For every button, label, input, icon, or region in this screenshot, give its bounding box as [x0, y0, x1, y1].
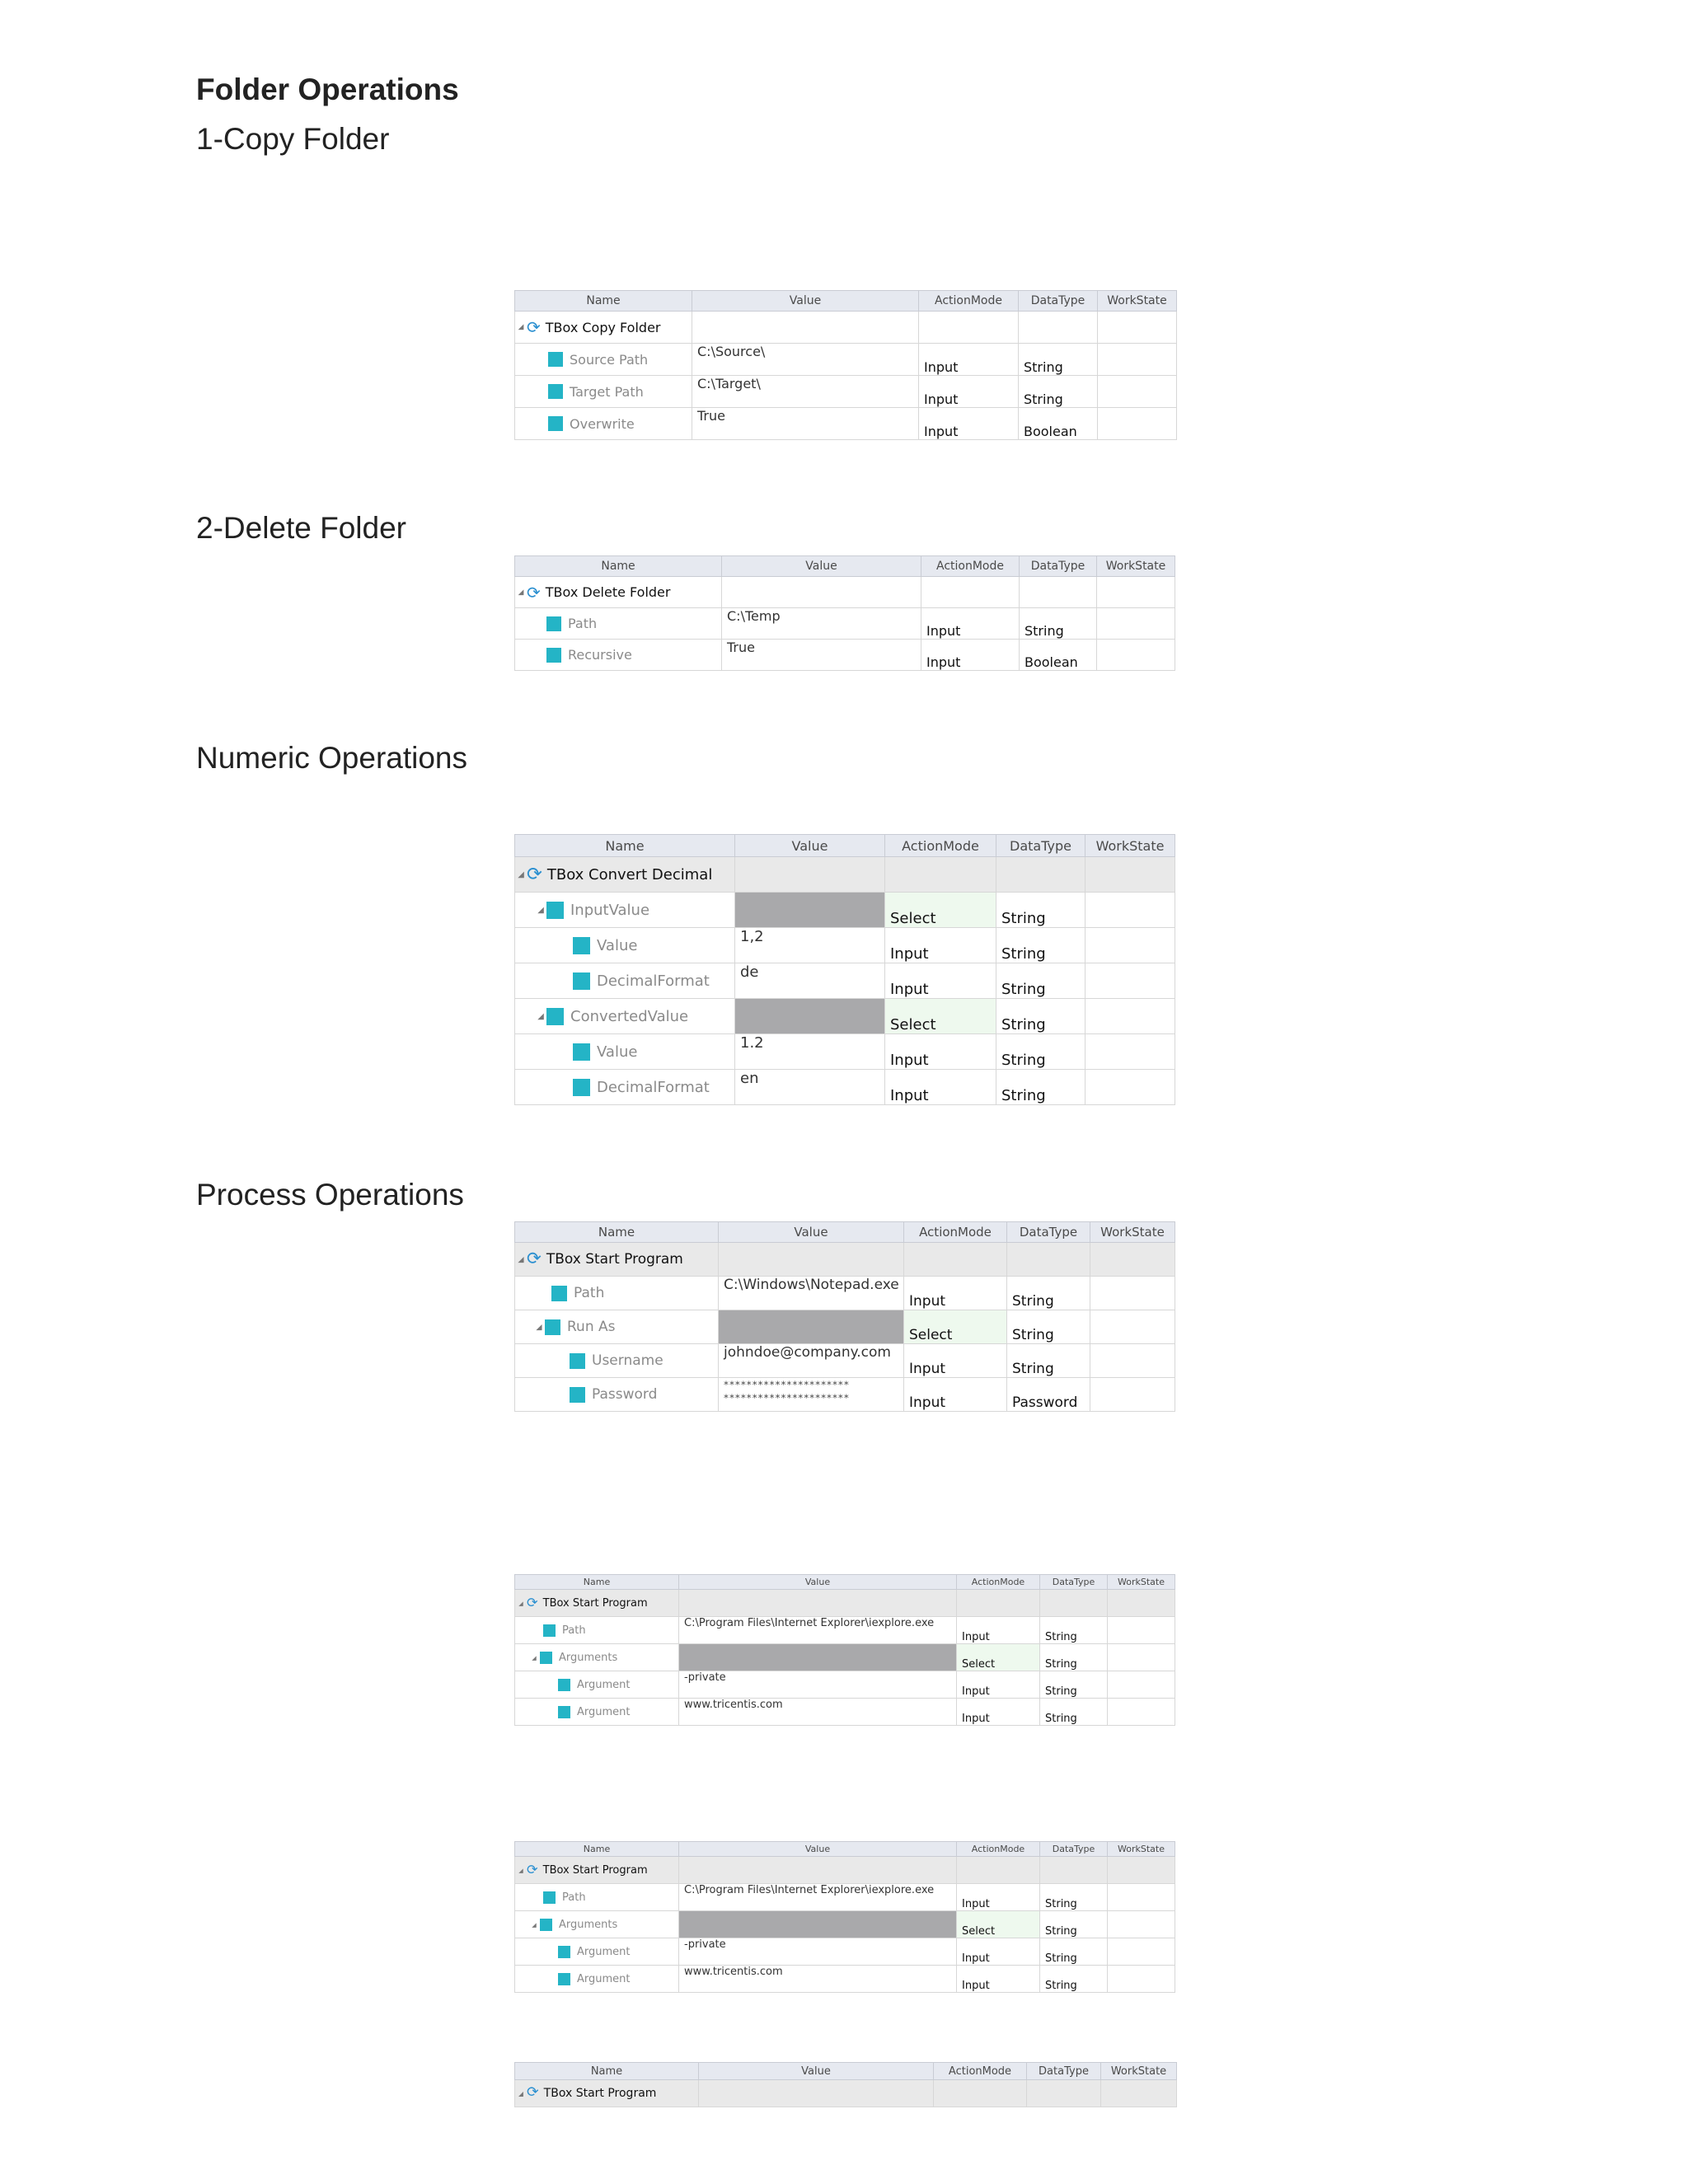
- table-row[interactable]: [515, 1938, 1175, 1966]
- table-row[interactable]: [515, 1966, 1175, 1993]
- attribute-name: ConvertedValue: [570, 1007, 689, 1025]
- workstate-cell[interactable]: [1085, 893, 1175, 928]
- datatype-cell[interactable]: String: [1040, 1617, 1108, 1644]
- value-cell[interactable]: C:\Windows\Notepad.exe: [719, 1277, 904, 1310]
- attribute-name: Path: [562, 1891, 586, 1904]
- collapse-triangle-icon[interactable]: ◢: [518, 1866, 523, 1874]
- table-row[interactable]: [515, 1644, 1175, 1671]
- workstate-cell[interactable]: [1097, 608, 1175, 640]
- attribute-name: Argument: [577, 1678, 631, 1691]
- datatype-cell[interactable]: Boolean: [1019, 408, 1098, 440]
- password-mask-line: **********************: [724, 1392, 850, 1404]
- module-name: TBox Start Program: [546, 1251, 683, 1268]
- column-header-value[interactable]: Value: [719, 1222, 904, 1243]
- actionmode-cell[interactable]: Input: [919, 408, 1019, 440]
- actionmode-cell[interactable]: Input: [885, 928, 996, 963]
- datatype-cell[interactable]: String: [996, 1034, 1085, 1070]
- attribute-name: Path: [562, 1624, 586, 1637]
- module-name: TBox Convert Decimal: [546, 865, 713, 883]
- datatype-cell[interactable]: String: [1040, 1644, 1108, 1671]
- workstate-cell[interactable]: [1090, 1277, 1175, 1310]
- refresh-icon: ⟳: [527, 317, 541, 337]
- attribute-name: Source Path: [570, 351, 649, 368]
- table-row[interactable]: [515, 928, 1175, 963]
- table-row[interactable]: [515, 1070, 1175, 1105]
- table-row[interactable]: [515, 1277, 1175, 1310]
- table-row[interactable]: [515, 1857, 1175, 1884]
- attribute-name: Arguments: [559, 1651, 618, 1664]
- column-header-name[interactable]: Name: [515, 835, 735, 857]
- workstate-cell[interactable]: [1108, 1966, 1175, 1993]
- actionmode-cell[interactable]: Input: [957, 1671, 1040, 1699]
- collapse-triangle-icon[interactable]: ◢: [518, 588, 524, 597]
- attribute-square-icon: [540, 1919, 552, 1931]
- value-cell[interactable]: C:\Source\: [692, 344, 919, 376]
- datatype-cell[interactable]: String: [1019, 344, 1098, 376]
- table-row[interactable]: [515, 577, 1175, 608]
- value-cell[interactable]: -private: [679, 1938, 957, 1966]
- value-cell[interactable]: 1.2: [735, 1034, 885, 1070]
- table-row[interactable]: [515, 1911, 1175, 1938]
- value-cell[interactable]: www.tricentis.com: [679, 1966, 957, 1993]
- column-header-actionmode[interactable]: ActionMode: [885, 835, 996, 857]
- datatype-cell[interactable]: String: [1040, 1671, 1108, 1699]
- section-title-numeric-operations: Numeric Operations: [196, 741, 468, 775]
- attribute-name: Argument: [577, 1972, 631, 1985]
- attribute-square-icon: [543, 1624, 556, 1637]
- attribute-square-icon: [558, 1946, 570, 1958]
- datatype-cell[interactable]: String: [1007, 1344, 1090, 1378]
- attribute-name: InputValue: [570, 901, 650, 919]
- workstate-cell[interactable]: [1108, 1644, 1175, 1671]
- workstate-cell[interactable]: [1097, 640, 1175, 671]
- actionmode-cell[interactable]: Input: [957, 1966, 1040, 1993]
- collapse-triangle-icon[interactable]: ◢: [532, 1653, 537, 1661]
- actionmode-cell[interactable]: Select: [885, 999, 996, 1034]
- section-title-process-operations: Process Operations: [196, 1178, 464, 1212]
- workstate-cell[interactable]: [1108, 1671, 1175, 1699]
- value-cell[interactable]: C:\Temp: [722, 608, 921, 640]
- table-row[interactable]: [515, 893, 1175, 928]
- workstate-cell[interactable]: [1108, 1884, 1175, 1911]
- actionmode-cell[interactable]: Select: [957, 1911, 1040, 1938]
- attribute-name: DecimalFormat: [597, 972, 710, 990]
- column-header-name[interactable]: Name: [515, 1575, 679, 1590]
- collapse-triangle-icon[interactable]: ◢: [518, 323, 524, 331]
- copy-folder-table: [514, 290, 1176, 440]
- datatype-cell[interactable]: String: [996, 1070, 1085, 1105]
- table-header-row: [515, 1222, 1175, 1243]
- table-header-row: [515, 556, 1175, 577]
- datatype-cell[interactable]: String: [996, 999, 1085, 1034]
- table-row[interactable]: [515, 857, 1175, 893]
- attribute-name: Arguments: [559, 1918, 618, 1931]
- value-cell[interactable]: en: [735, 1070, 885, 1105]
- datatype-cell[interactable]: String: [1040, 1911, 1108, 1938]
- attribute-name: Target Path: [570, 383, 644, 400]
- table-row[interactable]: [515, 999, 1175, 1034]
- column-header-datatype[interactable]: DataType: [1040, 1575, 1108, 1590]
- workstate-cell[interactable]: [1090, 1378, 1175, 1412]
- column-header-workstate[interactable]: WorkState: [1108, 1842, 1175, 1857]
- value-cell[interactable]: C:\Program Files\Internet Explorer\iexplore.exe: [679, 1884, 957, 1911]
- convert-decimal-table: [514, 834, 1175, 1105]
- attribute-name: Argument: [577, 1945, 631, 1958]
- value-cell[interactable]: True: [692, 408, 919, 440]
- value-cell[interactable]: de: [735, 963, 885, 999]
- datatype-cell[interactable]: String: [1019, 376, 1098, 408]
- workstate-cell[interactable]: [1085, 963, 1175, 999]
- datatype-cell[interactable]: String: [996, 928, 1085, 963]
- workstate-cell[interactable]: [1098, 376, 1177, 408]
- value-cell[interactable]: [719, 1310, 904, 1344]
- workstate-cell[interactable]: [1108, 1617, 1175, 1644]
- table-row[interactable]: [515, 640, 1175, 671]
- workstate-cell[interactable]: [1085, 999, 1175, 1034]
- attribute-name: Path: [574, 1285, 605, 1301]
- column-header-datatype[interactable]: DataType: [996, 835, 1085, 857]
- module-name: TBox Delete Folder: [545, 584, 671, 600]
- column-header-name[interactable]: Name: [515, 1222, 719, 1243]
- actionmode-cell[interactable]: Input: [919, 344, 1019, 376]
- workstate-cell[interactable]: [1085, 928, 1175, 963]
- datatype-cell[interactable]: Boolean: [1020, 640, 1097, 671]
- collapse-triangle-icon[interactable]: ◢: [518, 1254, 524, 1264]
- column-header-name[interactable]: Name: [515, 2063, 699, 2080]
- actionmode-cell[interactable]: Input: [957, 1884, 1040, 1911]
- attribute-square-icon: [573, 1079, 590, 1096]
- datatype-cell[interactable]: String: [1040, 1884, 1108, 1911]
- attribute-square-icon: [546, 616, 561, 631]
- actionmode-cell[interactable]: Input: [957, 1617, 1040, 1644]
- column-header-name[interactable]: Name: [515, 291, 692, 312]
- attribute-square-icon: [546, 902, 564, 919]
- datatype-cell[interactable]: Password: [1007, 1378, 1090, 1412]
- table-row[interactable]: [515, 1884, 1175, 1911]
- actionmode-cell[interactable]: Select: [904, 1310, 1007, 1344]
- start-program-table-2: [514, 1574, 1175, 1726]
- datatype-cell[interactable]: String: [1040, 1938, 1108, 1966]
- delete-folder-table: [514, 555, 1175, 671]
- attribute-name: Run As: [567, 1319, 616, 1335]
- attribute-square-icon: [558, 1706, 570, 1718]
- datatype-cell[interactable]: String: [1040, 1699, 1108, 1726]
- column-header-value[interactable]: Value: [722, 556, 921, 577]
- attribute-name: Password: [592, 1386, 658, 1403]
- datatype-cell[interactable]: String: [1020, 608, 1097, 640]
- value-cell[interactable]: C:\Program Files\Internet Explorer\iexplore.exe: [679, 1617, 957, 1644]
- column-header-datatype[interactable]: DataType: [1019, 291, 1098, 312]
- table-row[interactable]: [515, 1243, 1175, 1277]
- attribute-name: Overwrite: [570, 415, 635, 432]
- table-header-row: [515, 835, 1175, 857]
- value-cell[interactable]: 1,2: [735, 928, 885, 963]
- collapse-triangle-icon[interactable]: ◢: [518, 869, 524, 879]
- table-row[interactable]: [515, 963, 1175, 999]
- actionmode-cell[interactable]: Input: [904, 1344, 1007, 1378]
- column-header-actionmode[interactable]: ActionMode: [919, 291, 1019, 312]
- table-row[interactable]: [515, 1378, 1175, 1412]
- actionmode-cell[interactable]: Input: [885, 963, 996, 999]
- table-row[interactable]: [515, 408, 1177, 440]
- table-header-row: [515, 1842, 1175, 1857]
- column-header-actionmode[interactable]: ActionMode: [934, 2063, 1027, 2080]
- table-row[interactable]: [515, 376, 1177, 408]
- datatype-cell[interactable]: String: [996, 893, 1085, 928]
- value-cell[interactable]: True: [722, 640, 921, 671]
- table-row[interactable]: [515, 1310, 1175, 1344]
- table-row[interactable]: [515, 344, 1177, 376]
- workstate-cell[interactable]: [1090, 1344, 1175, 1378]
- actionmode-cell[interactable]: Input: [957, 1938, 1040, 1966]
- workstate-cell[interactable]: [1108, 1699, 1175, 1726]
- actionmode-cell[interactable]: Input: [904, 1378, 1007, 1412]
- value-cell[interactable]: [679, 1644, 957, 1671]
- table-row[interactable]: [515, 1699, 1175, 1726]
- actionmode-cell[interactable]: Input: [885, 1070, 996, 1105]
- start-program-table-1: [514, 1221, 1175, 1412]
- module-name: TBox Start Program: [543, 2087, 657, 2100]
- refresh-icon: ⟳: [527, 582, 541, 602]
- actionmode-cell[interactable]: Select: [957, 1644, 1040, 1671]
- actionmode-cell[interactable]: Input: [904, 1277, 1007, 1310]
- datatype-cell[interactable]: String: [1007, 1310, 1090, 1344]
- column-header-value[interactable]: Value: [679, 1575, 957, 1590]
- attribute-square-icon: [570, 1353, 585, 1369]
- table-row[interactable]: [515, 2080, 1177, 2107]
- table-row[interactable]: [515, 608, 1175, 640]
- attribute-square-icon: [573, 972, 590, 990]
- value-cell[interactable]: [735, 999, 885, 1034]
- collapse-triangle-icon[interactable]: ◢: [536, 1322, 542, 1332]
- actionmode-cell[interactable]: Input: [957, 1699, 1040, 1726]
- column-header-value[interactable]: Value: [699, 2063, 934, 2080]
- start-program-table-3: [514, 1841, 1175, 1993]
- column-header-value[interactable]: Value: [679, 1842, 957, 1857]
- attribute-name: Value: [597, 1043, 638, 1061]
- section-title-folder-operations: Folder Operations: [196, 73, 459, 106]
- table-row[interactable]: [515, 1590, 1175, 1617]
- collapse-triangle-icon[interactable]: ◢: [532, 1920, 537, 1929]
- attribute-square-icon: [546, 648, 561, 663]
- table-row[interactable]: [515, 1344, 1175, 1378]
- attribute-square-icon: [548, 384, 563, 399]
- column-header-workstate[interactable]: WorkState: [1108, 1575, 1175, 1590]
- actionmode-cell[interactable]: Input: [921, 640, 1020, 671]
- workstate-cell[interactable]: [1090, 1310, 1175, 1344]
- attribute-square-icon: [558, 1679, 570, 1691]
- attribute-square-icon: [573, 1043, 590, 1061]
- column-header-value[interactable]: Value: [735, 835, 885, 857]
- collapse-triangle-icon[interactable]: ◢: [518, 1599, 523, 1607]
- refresh-icon: ⟳: [527, 1594, 538, 1610]
- attribute-square-icon: [543, 1891, 556, 1904]
- table-header-row: [515, 291, 1177, 312]
- attribute-square-icon: [548, 416, 563, 431]
- refresh-icon: ⟳: [527, 1861, 538, 1877]
- column-header-workstate[interactable]: WorkState: [1097, 556, 1175, 577]
- column-header-workstate[interactable]: WorkState: [1085, 835, 1175, 857]
- column-header-name[interactable]: Name: [515, 556, 722, 577]
- attribute-square-icon: [558, 1973, 570, 1985]
- start-program-table-4: [514, 2062, 1176, 2107]
- workstate-cell[interactable]: [1098, 408, 1177, 440]
- value-cell[interactable]: [735, 893, 885, 928]
- column-header-value[interactable]: Value: [692, 291, 919, 312]
- value-cell[interactable]: -private: [679, 1671, 957, 1699]
- refresh-icon: ⟳: [527, 1249, 542, 1270]
- column-header-actionmode[interactable]: ActionMode: [957, 1575, 1040, 1590]
- datatype-cell[interactable]: String: [996, 963, 1085, 999]
- attribute-square-icon: [548, 352, 563, 367]
- attribute-square-icon: [545, 1319, 560, 1335]
- column-header-name[interactable]: Name: [515, 1842, 679, 1857]
- attribute-name: Username: [592, 1352, 663, 1369]
- module-name: TBox Copy Folder: [545, 319, 661, 335]
- table-row[interactable]: [515, 312, 1177, 344]
- section-title-copy-folder: 1-Copy Folder: [196, 122, 390, 156]
- workstate-cell[interactable]: [1085, 1034, 1175, 1070]
- section-title-delete-folder: 2-Delete Folder: [196, 511, 407, 545]
- column-header-actionmode[interactable]: ActionMode: [957, 1842, 1040, 1857]
- actionmode-cell[interactable]: Input: [885, 1034, 996, 1070]
- datatype-cell[interactable]: String: [1007, 1277, 1090, 1310]
- actionmode-cell[interactable]: Input: [919, 376, 1019, 408]
- collapse-triangle-icon[interactable]: ◢: [537, 905, 544, 915]
- table-row[interactable]: [515, 1671, 1175, 1699]
- module-name: TBox Start Program: [542, 1596, 648, 1610]
- table-row[interactable]: [515, 1034, 1175, 1070]
- workstate-cell[interactable]: [1108, 1911, 1175, 1938]
- attribute-name: Path: [568, 616, 598, 631]
- attribute-square-icon: [570, 1387, 585, 1403]
- attribute-name: Recursive: [568, 647, 632, 663]
- attribute-square-icon: [540, 1652, 552, 1664]
- column-header-workstate[interactable]: WorkState: [1090, 1222, 1175, 1243]
- column-header-datatype[interactable]: DataType: [1040, 1842, 1108, 1857]
- value-cell[interactable]: [679, 1911, 957, 1938]
- attribute-square-icon: [573, 937, 590, 954]
- collapse-triangle-icon[interactable]: ◢: [537, 1011, 544, 1021]
- module-name: TBox Start Program: [542, 1863, 648, 1877]
- column-header-actionmode[interactable]: ActionMode: [921, 556, 1020, 577]
- column-header-workstate[interactable]: WorkState: [1098, 291, 1177, 312]
- attribute-name: DecimalFormat: [597, 1078, 710, 1096]
- table-header-row: [515, 2063, 1177, 2080]
- workstate-cell[interactable]: [1085, 1070, 1175, 1105]
- attribute-name: Value: [597, 936, 638, 954]
- table-header-row: [515, 1575, 1175, 1590]
- table-row[interactable]: [515, 1617, 1175, 1644]
- collapse-triangle-icon[interactable]: ◢: [518, 2089, 523, 2097]
- value-cell[interactable]: johndoe@company.com: [719, 1344, 904, 1378]
- actionmode-cell[interactable]: Input: [921, 608, 1020, 640]
- column-header-workstate[interactable]: WorkState: [1101, 2063, 1177, 2080]
- column-header-actionmode[interactable]: ActionMode: [904, 1222, 1007, 1243]
- password-mask-line: **********************: [724, 1379, 850, 1390]
- column-header-datatype[interactable]: DataType: [1027, 2063, 1101, 2080]
- workstate-cell[interactable]: [1098, 344, 1177, 376]
- value-cell[interactable]: C:\Target\: [692, 376, 919, 408]
- value-cell[interactable]: www.tricentis.com: [679, 1699, 957, 1726]
- password-value-cell[interactable]: [719, 1378, 904, 1412]
- attribute-square-icon: [551, 1286, 567, 1301]
- actionmode-cell[interactable]: Select: [885, 893, 996, 928]
- attribute-name: Argument: [577, 1705, 631, 1718]
- workstate-cell[interactable]: [1108, 1938, 1175, 1966]
- attribute-square-icon: [546, 1008, 564, 1025]
- datatype-cell[interactable]: String: [1040, 1966, 1108, 1993]
- refresh-icon: ⟳: [527, 2084, 539, 2102]
- refresh-icon: ⟳: [527, 863, 542, 885]
- column-header-datatype[interactable]: DataType: [1007, 1222, 1090, 1243]
- column-header-datatype[interactable]: DataType: [1020, 556, 1097, 577]
